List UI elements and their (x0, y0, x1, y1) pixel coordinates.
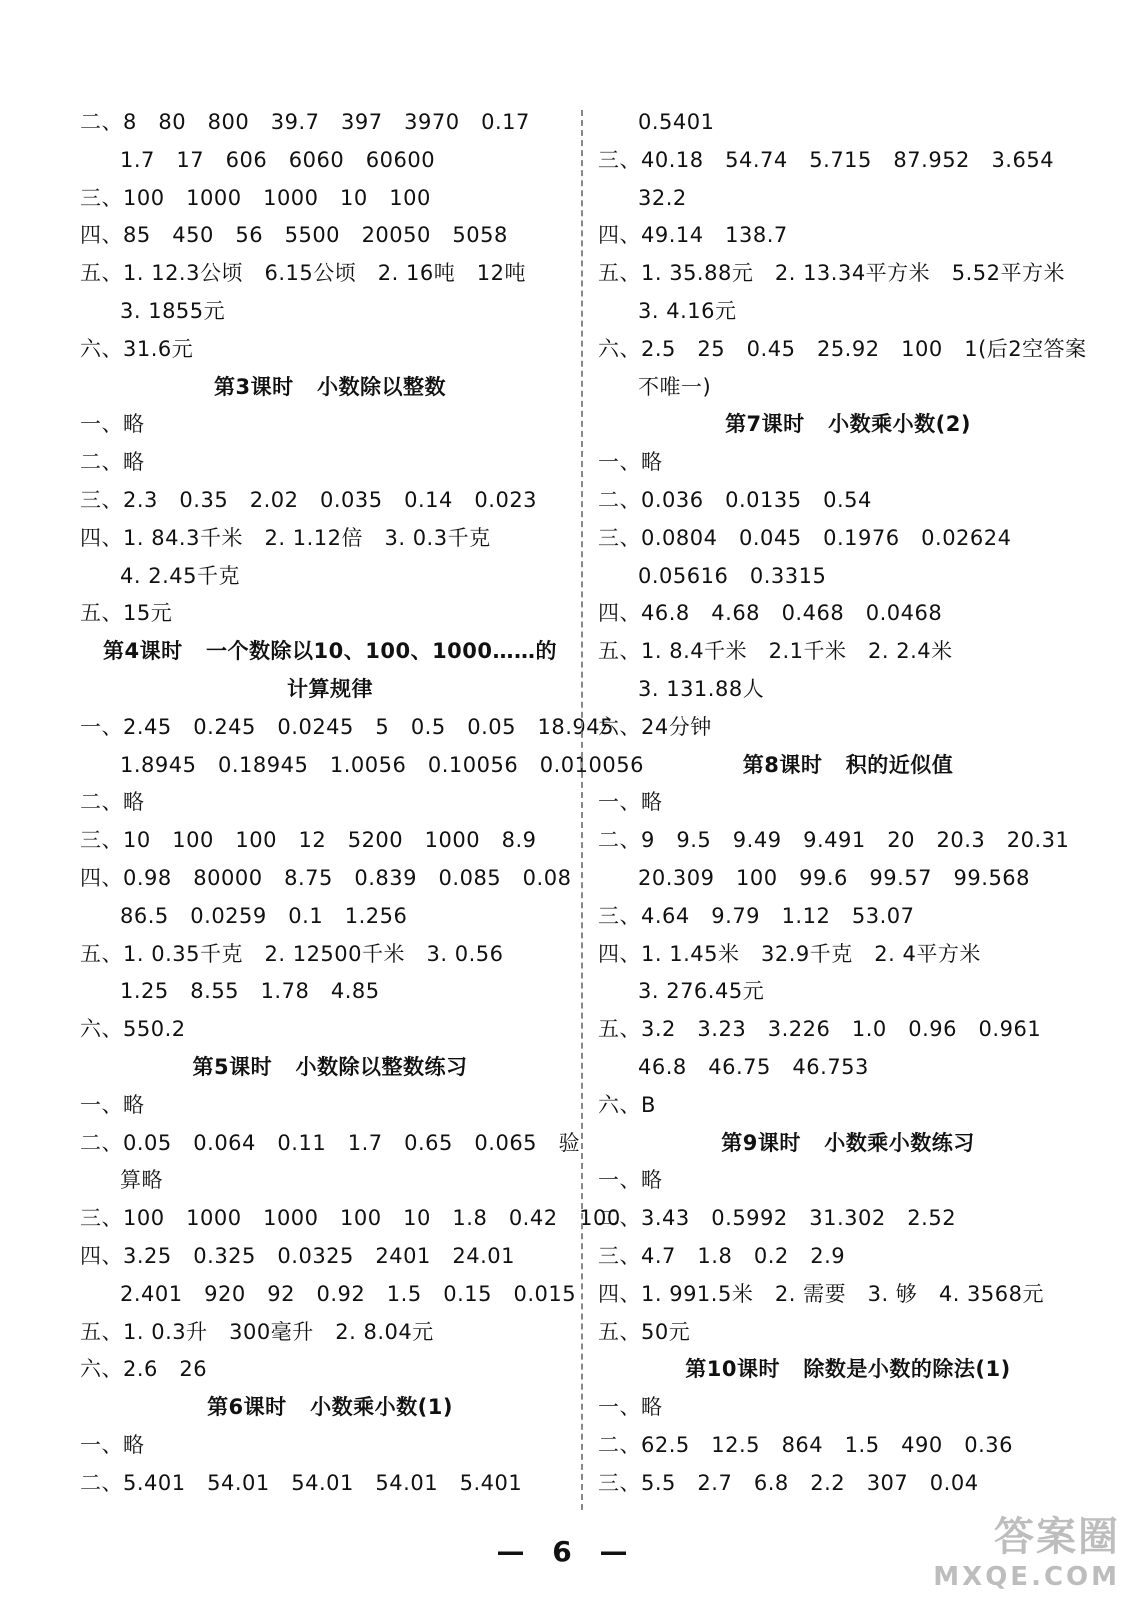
column-divider (581, 110, 583, 1510)
answer-line: 0.5401 (638, 110, 715, 134)
answer-line: 四、3.25 0.325 0.0325 2401 24.01 (80, 1243, 516, 1268)
footer-dash-right: — (599, 1535, 628, 1568)
section-heading: 第5课时 小数除以整数练习 (192, 1054, 468, 1079)
answer-line: 1.8945 0.18945 1.0056 0.10056 0.010056 (120, 752, 644, 777)
answer-line: 3. 4.16元 (638, 298, 737, 323)
answer-line: 四、49.14 138.7 (598, 223, 788, 248)
right-column (598, 104, 1098, 1502)
answer-line: 六、550.2 (80, 1017, 186, 1042)
answer-line: 算略 (120, 1168, 163, 1193)
answer-line: 五、1. 0.35千克 2. 12500千米 3. 0.56 (80, 941, 504, 966)
answer-line: 一、略 (598, 790, 663, 815)
answer-line: 一、略 (598, 1395, 663, 1420)
answer-line: 三、100 1000 1000 10 100 (80, 185, 431, 210)
answer-line: 二、5.401 54.01 54.01 54.01 5.401 (80, 1470, 523, 1495)
answer-line: 三、0.0804 0.045 0.1976 0.02624 (598, 525, 1012, 550)
answer-line: 三、100 1000 1000 100 10 1.8 0.42 100 (80, 1206, 621, 1231)
answer-line: 四、1. 1.45米 32.9千克 2. 4平方米 (598, 941, 981, 966)
answer-line: 二、略 (80, 450, 145, 475)
section-heading: 计算规律 (287, 676, 373, 701)
answer-line: 二、3.43 0.5992 31.302 2.52 (598, 1206, 957, 1231)
answer-line: 四、46.8 4.68 0.468 0.0468 (598, 601, 943, 626)
answer-line: 六、2.6 26 (80, 1357, 208, 1382)
watermark-top-text: 答案圈 (994, 1514, 1120, 1560)
answer-line: 一、略 (80, 1432, 145, 1457)
answer-line: 4. 2.45千克 (120, 563, 240, 588)
answer-line: 0.05616 0.3315 (638, 563, 827, 588)
watermark-url-text: MXQE.COM (933, 1562, 1120, 1592)
answer-line: 四、1. 991.5米 2. 需要 3. 够 4. 3568元 (598, 1281, 1044, 1306)
answer-line: 2.401 920 92 0.92 1.5 0.15 0.015 (120, 1281, 577, 1306)
answer-line: 五、1. 0.3升 300毫升 2. 8.04元 (80, 1319, 434, 1344)
answer-line: 20.309 100 99.6 99.57 99.568 (638, 865, 1031, 890)
answer-line: 一、略 (598, 1168, 663, 1193)
answer-line: 四、1. 84.3千米 2. 1.12倍 3. 0.3千克 (80, 525, 491, 550)
section-heading: 第9课时 小数乘小数练习 (721, 1130, 975, 1155)
answer-line: 1.25 8.55 1.78 4.85 (120, 979, 380, 1004)
answer-line: 86.5 0.0259 0.1 1.256 (120, 903, 408, 928)
answer-line: 46.8 46.75 46.753 (638, 1054, 869, 1079)
answer-line: 一、2.45 0.245 0.0245 5 0.5 0.05 18.945 (80, 714, 615, 739)
answer-line: 五、1. 35.88元 2. 13.34平方米 5.52平方米 (598, 261, 1065, 286)
answer-line: 五、1. 8.4千米 2.1千米 2. 2.4米 (598, 639, 953, 664)
answer-line: 五、15元 (80, 601, 173, 626)
footer-dash-left: — (496, 1535, 525, 1568)
answer-line: 六、B (598, 1092, 656, 1117)
answer-line: 二、0.036 0.0135 0.54 (598, 487, 872, 512)
section-heading: 第3课时 小数除以整数 (213, 374, 447, 399)
answer-line: 六、31.6元 (80, 336, 194, 361)
answer-line: 五、3.2 3.23 3.226 1.0 0.96 0.961 (598, 1017, 1042, 1042)
answer-line: 六、2.5 25 0.45 25.92 100 1(后2空答案 (598, 336, 1087, 361)
answer-line: 二、9 9.5 9.49 9.491 20 20.3 20.31 (598, 828, 1070, 853)
answer-line: 1.7 17 606 6060 60600 (120, 147, 436, 172)
section-heading: 第8课时 积的近似值 (742, 752, 954, 777)
answer-line: 二、62.5 12.5 864 1.5 490 0.36 (598, 1432, 1013, 1457)
answer-line: 三、10 100 100 12 5200 1000 8.9 (80, 828, 537, 853)
answer-line: 3. 276.45元 (638, 979, 765, 1004)
answer-line: 三、4.64 9.79 1.12 53.07 (598, 903, 915, 928)
answer-line: 五、1. 12.3公顷 6.15公顷 2. 16吨 12吨 (80, 261, 526, 286)
watermark-logo (925, 1505, 1120, 1593)
answer-line: 二、0.05 0.064 0.11 1.7 0.65 0.065 验 (80, 1130, 581, 1155)
section-heading: 第10课时 除数是小数的除法(1) (685, 1357, 1011, 1382)
answer-line: 三、4.7 1.8 0.2 2.9 (598, 1243, 846, 1268)
answer-line: 四、0.98 80000 8.75 0.839 0.085 0.08 (80, 865, 572, 890)
answer-line: 三、40.18 54.74 5.715 87.952 3.654 (598, 147, 1055, 172)
answer-line: 32.2 (638, 185, 687, 210)
answer-line: 六、24分钟 (598, 714, 712, 739)
answer-line: 四、85 450 56 5500 20050 5058 (80, 223, 508, 248)
answer-line: 二、8 80 800 39.7 397 3970 0.17 (80, 110, 530, 134)
section-heading: 第7课时 小数乘小数(2) (725, 412, 971, 437)
answer-line: 3. 131.88人 (638, 676, 765, 701)
answer-line: 不唯一) (638, 374, 712, 399)
answer-line: 一、略 (80, 412, 145, 437)
page-number: 6 (552, 1535, 572, 1568)
answer-line: 一、略 (598, 450, 663, 475)
answer-line: 3. 1855元 (120, 298, 226, 323)
answer-line: 一、略 (80, 1092, 145, 1117)
answer-line: 二、略 (80, 790, 145, 815)
section-heading: 第4课时 一个数除以10、100、1000……的 (102, 639, 558, 664)
answer-line: 五、50元 (598, 1319, 691, 1344)
answer-line: 三、5.5 2.7 6.8 2.2 307 0.04 (598, 1470, 979, 1495)
answer-line: 三、2.3 0.35 2.02 0.035 0.14 0.023 (80, 487, 538, 512)
section-heading: 第6课时 小数乘小数(1) (207, 1395, 453, 1420)
